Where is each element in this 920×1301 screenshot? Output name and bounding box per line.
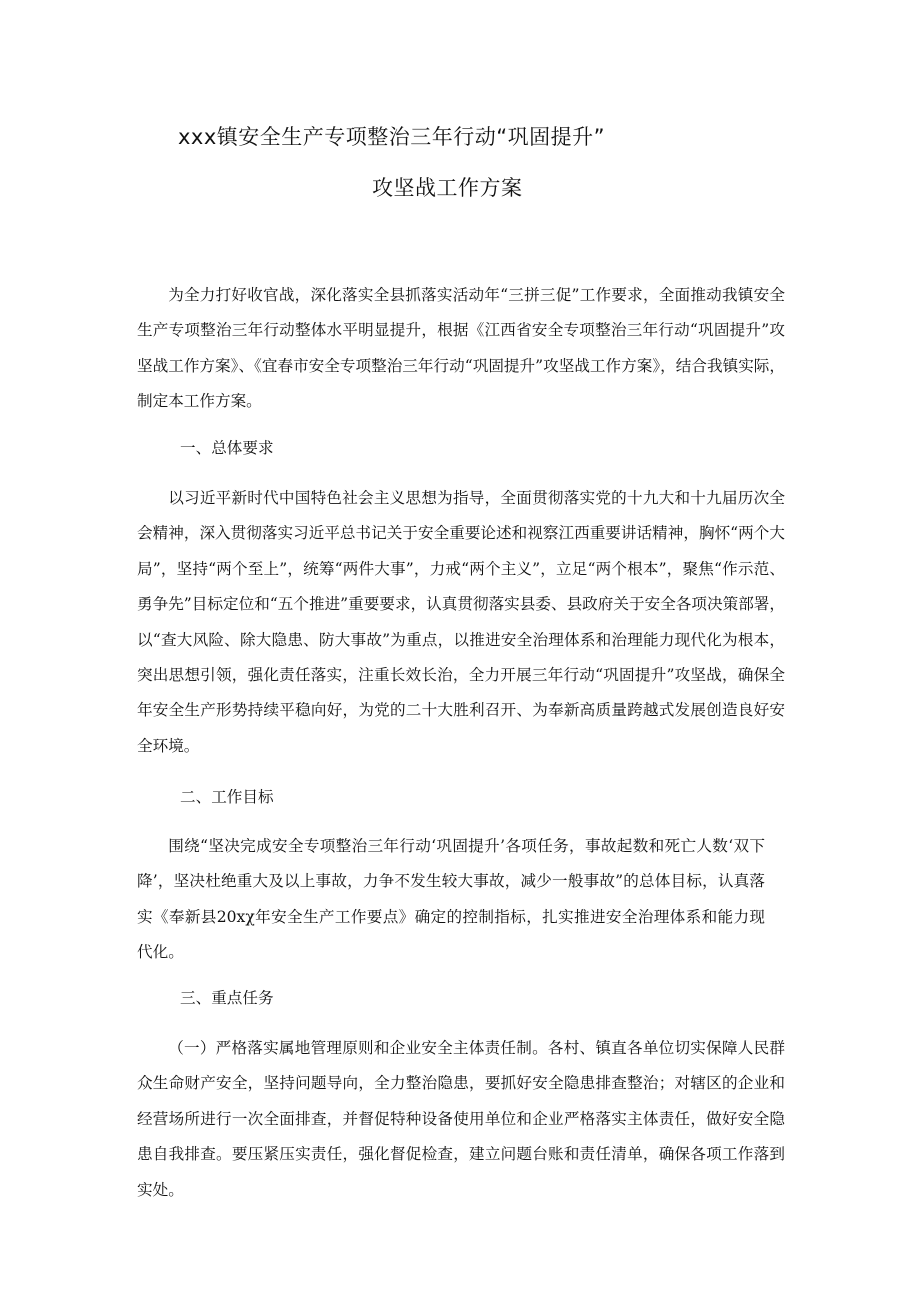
section-heading-work-goals: 二、工作目标 bbox=[180, 788, 274, 806]
section-heading-overall-requirements: 一、总体要求 bbox=[180, 439, 274, 457]
section-heading-key-tasks: 三、重点任务 bbox=[180, 989, 274, 1007]
key-task-item-1: （一）严格落实属地管理原则和企业安全主体责任制。各村、镇直各单位切实保障人民群众生命财产安全，坚持问题导向，全力整治隐患，要抓好安全隐患排查整治；对辖区的企业和经营场所进行一次全面排查，并督促特种设备使用单位和企业严格落实主体责任，做好安全隐患自我排查。要压紧压实责任，强化督促检查，建立问题台账和责任清单，确保各项工作落到实处。 bbox=[137, 1039, 785, 1199]
document-title-line-2: 攻坚战工作方案 bbox=[372, 176, 523, 200]
section-paragraph-work-goals: 围绕“坚决完成安全专项整治三年行动‘巩固提升’各项任务，事故起数和死亡人数‘双下降’，坚决杜绝重大及以上事故，力争不发生较大事故，减少一般事故”的总体目标，认真落实《奉新县20xχ年安全生产工作要点》确定的控制指标，扎实推进安全治理体系和能力现代化。 bbox=[137, 837, 765, 962]
document-title-line-1: xxx镇安全生产专项整治三年行动“巩固提升” bbox=[178, 125, 606, 149]
intro-paragraph: 为全力打好收官战，深化落实全县抓落实活动年“三拼三促”工作要求，全面推动我镇安全生产专项整治三年行动整体水平明显提升，根据《江西省安全专项整治三年行动“巩固提升”攻坚战工作方案》、《宜春市安全专项整治三年行动“巩固提升”攻坚战工作方案》，结合我镇实际，制定本工作方案。 bbox=[137, 286, 785, 411]
section-paragraph-overall-requirements: 以习近平新时代中国特色社会主义思想为指导，全面贯彻落实党的十九大和十九届历次全会精神，深入贯彻落实习近平总书记关于安全重要论述和视察江西重要讲话精神，胸怀“两个大局”，坚持“两个至上”，统筹“两件大事”，力戒“两个主义”，立足“两个根本”，聚焦“作示范、勇争先”目标定位和“五个推进”重要要求，认真贯彻落实县委、县政府关于安全各项决策部署，以“查大风险、除大隐患、防大事故”为重点，以推进安全治理体系和治理能力现代化为根本，突出思想引领，强化责任落实，注重长效长治，全力开展三年行动“巩固提升”攻坚战，确保全年安全生产形势持续平稳向好，为党的二十大胜利召开、为奉新高质量跨越式发展创造良好安全环境。 bbox=[137, 489, 785, 755]
